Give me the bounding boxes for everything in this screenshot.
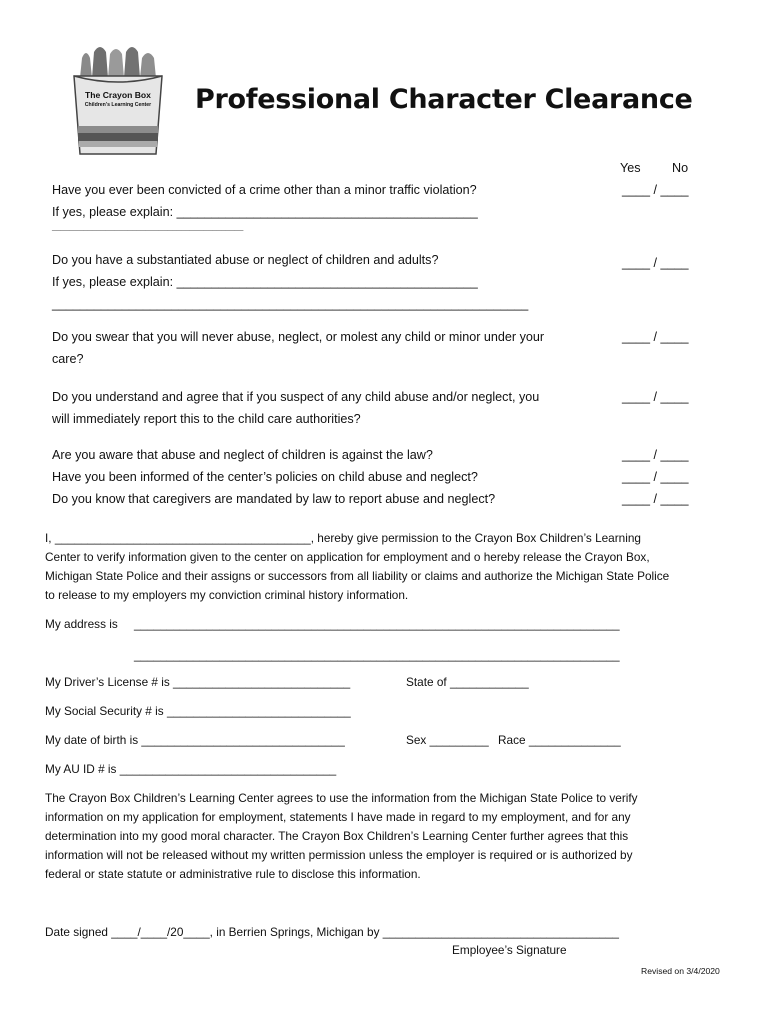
race-field[interactable]: Race ______________ <box>498 733 621 747</box>
address-line-2[interactable]: __________________________________________________________________________ <box>134 648 620 662</box>
permission-line-3: Michigan State Police and their assigns or successors from all liability or claims and authorize the Michigan State Police <box>45 569 670 583</box>
ssn-field[interactable]: My Social Security # is ____________________________ <box>45 704 351 718</box>
dob-field[interactable]: My date of birth is _______________________________ <box>45 733 345 747</box>
yes-header: Yes <box>620 161 641 175</box>
drivers-license-field[interactable]: My Driver’s License # is ___________________________ <box>45 675 351 689</box>
answer-5[interactable]: ____ / ____ <box>622 448 689 462</box>
question-5: Are you aware that abuse and neglect of children is against the law? <box>52 448 433 462</box>
answer-2[interactable]: ____ / ____ <box>622 256 689 270</box>
logo-line-1: The Crayon Box <box>85 90 151 100</box>
page-title: Professional Character Clearance <box>195 84 693 115</box>
permission-line-1[interactable]: I, _______________________________________, hereby give permission to the Crayon Box Children’s Learning <box>45 531 641 545</box>
signature-caption: Employee’s Signature <box>452 943 567 957</box>
au-id-field[interactable]: My AU ID # is _________________________________ <box>45 762 337 776</box>
question-1-explain-line[interactable]: ___________________________________________ <box>52 222 244 231</box>
answer-1[interactable]: ____ / ____ <box>622 183 689 197</box>
no-header: No <box>672 161 689 175</box>
date-signed-line[interactable]: Date signed ____/____/20____, in Berrien Springs, Michigan by ____________________________________ <box>45 925 619 939</box>
crayon-box-logo <box>70 44 166 158</box>
question-1: Have you ever been convicted of a crime other than a minor traffic violation? <box>52 183 477 197</box>
question-7: Do you know that caregivers are mandated by law to report abuse and neglect? <box>52 492 496 506</box>
agreement-line-3: determination into my good moral character. The Crayon Box Children’s Learning Center further agrees that this <box>45 829 629 843</box>
permission-line-4: to release to my employers my conviction criminal history information. <box>45 588 409 602</box>
state-field[interactable]: State of ____________ <box>406 675 529 689</box>
agreement-line-1: The Crayon Box Children’s Learning Center agrees to use the information from the Michigan State Police to verify <box>45 791 638 805</box>
address-label: My address is <box>45 617 118 631</box>
answer-6[interactable]: ____ / ____ <box>622 470 689 484</box>
logo-line-2: Children's Learning Center <box>84 102 152 108</box>
answer-7[interactable]: ____ / ____ <box>622 492 689 506</box>
answer-3[interactable]: ____ / ____ <box>622 330 689 344</box>
question-3-line-2: care? <box>52 352 84 366</box>
agreement-line-2: information on my application for employment, statements I have made in regard to my employment, and for any <box>45 810 631 824</box>
question-3-line-1: Do you swear that you will never abuse, neglect, or molest any child or minor under your <box>52 330 545 344</box>
permission-line-2: Center to verify information given to the center on application for employment and o hereby release the Crayon Box, <box>45 550 650 564</box>
address-line-1[interactable]: __________________________________________________________________________ <box>134 617 620 631</box>
sex-field[interactable]: Sex _________ <box>406 733 489 747</box>
agreement-line-4: information will not be released without my written permission unless the employer is required or is authorized by <box>45 848 633 862</box>
revised-date: Revised on 3/4/2020 <box>641 966 720 976</box>
question-1-explain[interactable]: If yes, please explain: ___________________________________________ <box>52 205 478 219</box>
question-4-line-1: Do you understand and agree that if you suspect of any child abuse and/or neglect, you <box>52 390 540 404</box>
question-2-explain[interactable]: If yes, please explain: ___________________________________________ <box>52 275 478 289</box>
question-4-line-2: will immediately report this to the child care authorities? <box>52 412 361 426</box>
answer-4[interactable]: ____ / ____ <box>622 390 689 404</box>
question-2-explain-line[interactable]: ____________________________________________________________________ <box>52 297 529 311</box>
crayon-box-logo-graphic <box>70 44 166 158</box>
question-2: Do you have a substantiated abuse or neglect of children and adults? <box>52 253 439 267</box>
question-6: Have you been informed of the center’s policies on child abuse and neglect? <box>52 470 478 484</box>
agreement-line-5: federal or state statute or administrative rule to disclose this information. <box>45 867 421 881</box>
